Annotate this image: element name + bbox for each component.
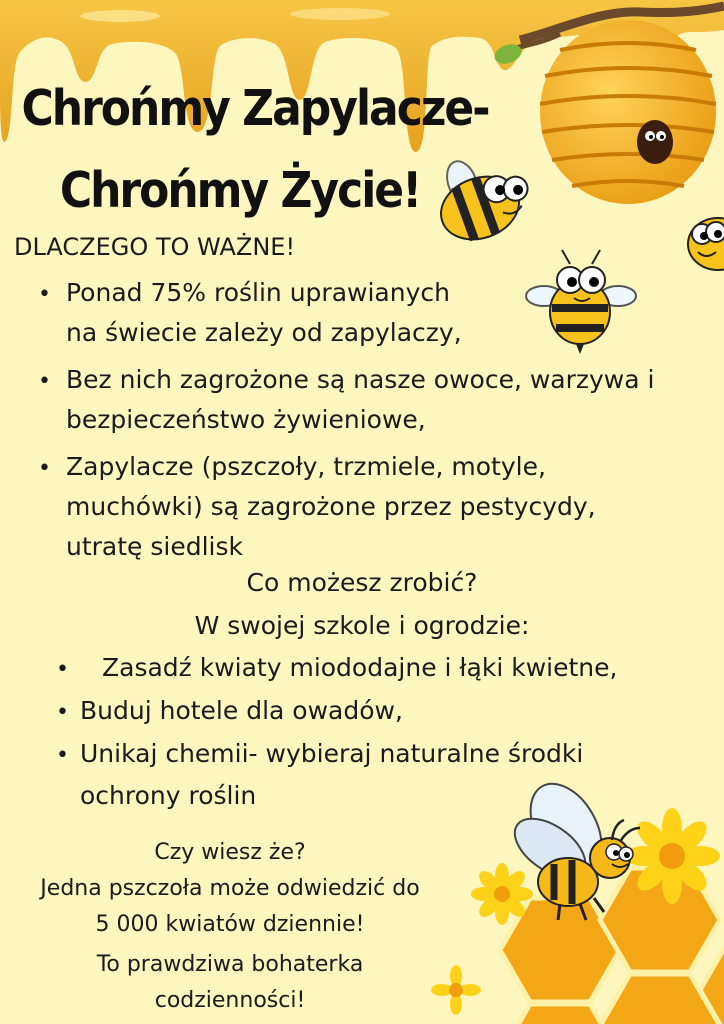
section2-item-3-line1: Unikaj chemii- wybieraj naturalne środki	[80, 739, 584, 768]
section2-item-2: Buduj hotele dla owadów,	[80, 696, 403, 725]
fact-line-1: Czy wiesz że?	[154, 840, 306, 865]
fact-line-5: codzienności!	[154, 988, 306, 1013]
section1-item-2-line2: bezpieczeństwo żywieniowe,	[66, 405, 426, 434]
fact-line-3: 5 000 kwiatów dziennie!	[95, 912, 365, 937]
section1-item-3-line1: Zapylacze (pszczoły, trzmiele, motyle,	[66, 452, 546, 481]
section2-heading-line1: Co możesz zrobić?	[246, 568, 478, 597]
honeycomb-icon	[500, 868, 724, 1024]
section1-item-3-line2: muchówki) są zagrożone przez pestycydy,	[66, 492, 596, 521]
section1-item-1-line1: Ponad 75% roślin uprawianych	[66, 278, 450, 307]
bullet-icon: •	[56, 743, 69, 768]
bullet-icon: •	[56, 700, 69, 725]
section1-item-2-line1: Bez nich zagrożone są nasze owoce, warzywa i	[66, 365, 655, 394]
section2-heading-line2: W swojej szkole i ogrodzie:	[194, 611, 530, 640]
bee-icon	[425, 141, 539, 250]
poster-title-line2: Chrońmy Życie!	[59, 162, 421, 220]
beehive-icon	[492, 6, 724, 204]
bee-icon	[526, 250, 636, 354]
section2-item-3-line2: ochrony roślin	[80, 781, 257, 810]
bee-icon	[688, 218, 724, 270]
bullet-icon: •	[38, 369, 51, 394]
bullet-icon: •	[56, 657, 69, 682]
section2-item-1: Zasadź kwiaty miododajne i łąki kwietne,	[102, 653, 618, 682]
section1-heading: DLACZEGO TO WAŻNE!	[14, 233, 296, 261]
bullet-icon: •	[38, 282, 51, 307]
fact-line-4: To prawdziwa bohaterka	[96, 952, 364, 977]
bullet-icon: •	[38, 456, 51, 481]
section1-item-3-line3: utratę siedlisk	[66, 532, 243, 561]
fact-line-2: Jedna pszczoła może odwiedzić do	[40, 876, 420, 901]
poster-title-line1: Chrońmy Zapylacze-	[21, 80, 489, 138]
section1-item-1-line2: na świecie zależy od zapylaczy,	[66, 318, 462, 347]
